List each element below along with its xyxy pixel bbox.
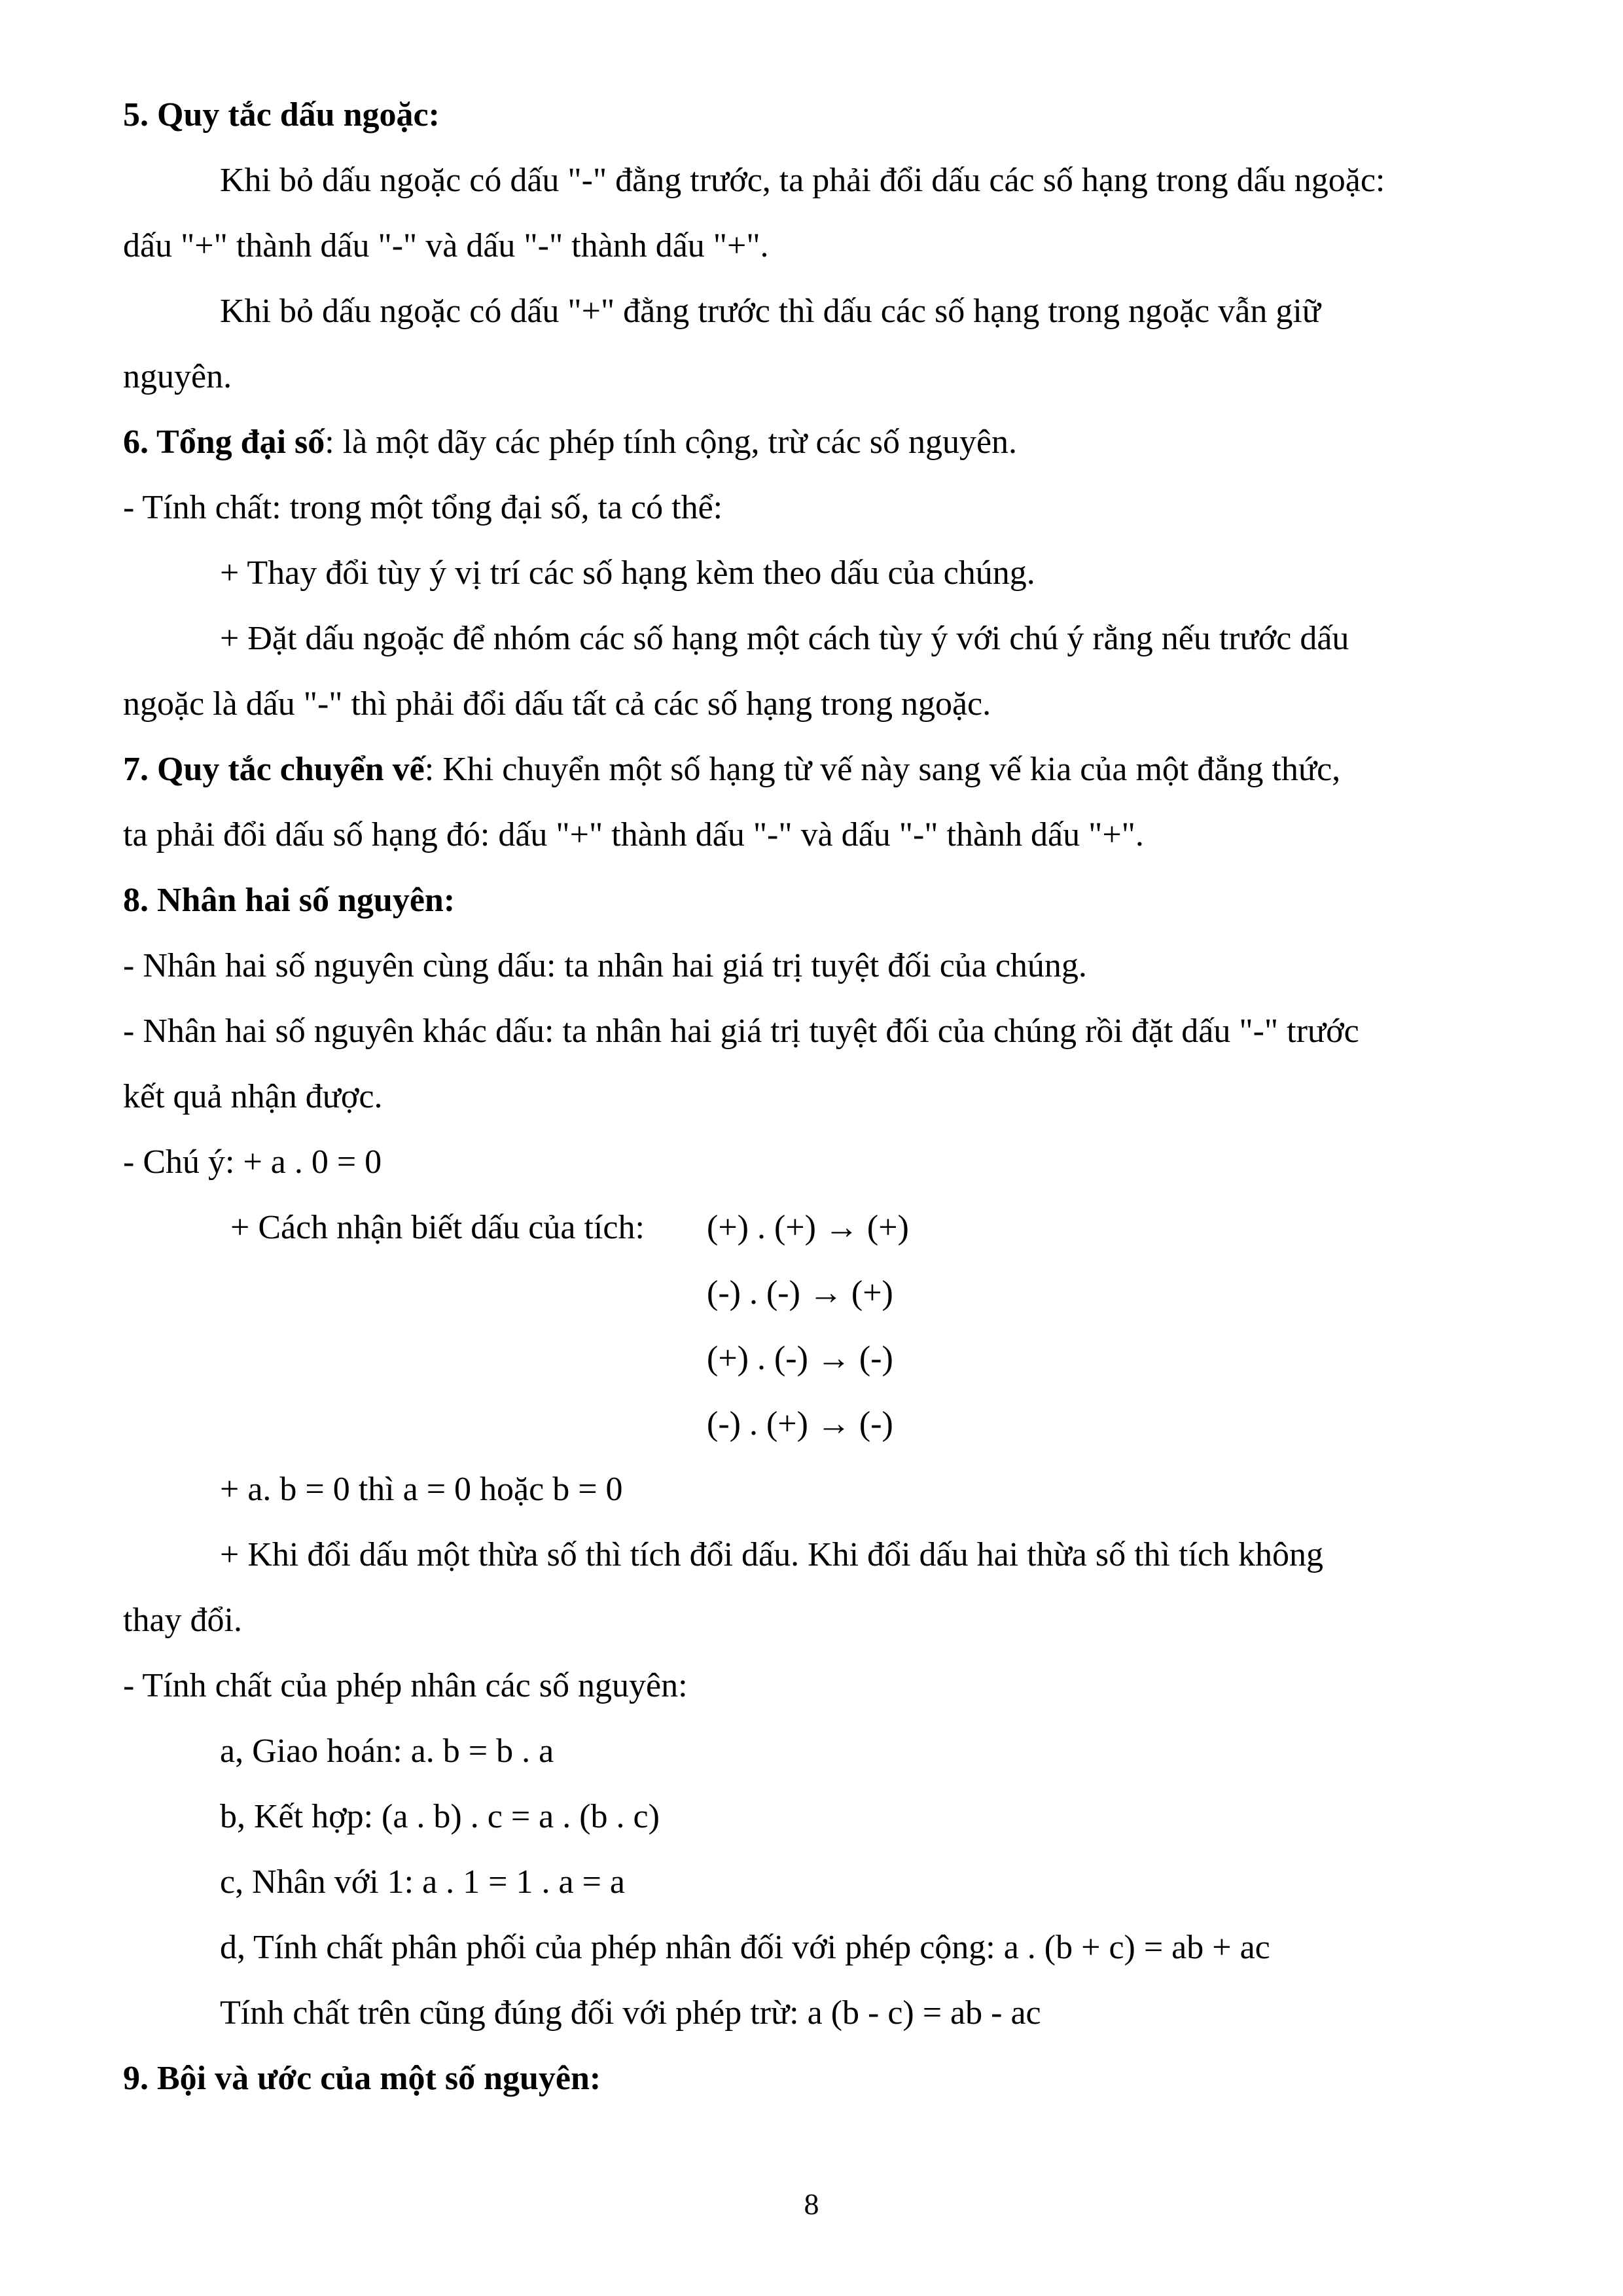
- section-5-line-3: Khi bỏ dấu ngoặc có dấu "+" đằng trước thì dấu các số hạng trong ngoặc vẫn giữ: [220, 293, 1321, 330]
- property-distributive: d, Tính chất phân phối của phép nhân đối với phép cộng: a . (b + c) = ab + ac: [220, 1929, 1270, 1966]
- property-commutative: a, Giao hoán: a. b = b . a: [220, 1732, 554, 1770]
- sign-rule-label: + Cách nhận biết dấu của tích:: [230, 1209, 645, 1246]
- property-distributive-subtraction: Tính chất trên cũng đúng đối với phép trừ: a (b - c) = ab - ac: [220, 1994, 1041, 2032]
- zero-product-rule: + a. b = 0 thì a = 0 hoặc b = 0: [220, 1471, 623, 1508]
- sign-rule-2: (-) . (-) → (+): [707, 1274, 893, 1312]
- section-5-line-2: dấu "+" thành dấu "-" và dấu "-" thành dấu "+".: [123, 227, 769, 264]
- section-6-title: 6. Tổng đại số: [123, 423, 325, 461]
- section-8-diff-sign-2: kết quả nhận được.: [123, 1078, 383, 1115]
- sign-rule-3: (+) . (-) → (-): [707, 1340, 893, 1377]
- section-8-same-sign: - Nhân hai số nguyên cùng dấu: ta nhân hai giá trị tuyệt đối của chúng.: [123, 947, 1087, 984]
- section-5-line-4: nguyên.: [123, 358, 232, 395]
- section-7-title: 7. Quy tắc chuyển vế: [123, 751, 425, 788]
- section-5-line-1: Khi bỏ dấu ngoặc có dấu "-" đằng trước, ta phải đổi dấu các số hạng trong dấu ngoặc:: [220, 162, 1385, 199]
- section-9-heading: 9. Bội và ước của một số nguyên:: [123, 2060, 601, 2097]
- section-7-line-2: ta phải đổi dấu số hạng đó: dấu "+" thành dấu "-" và dấu "-" thành dấu "+".: [123, 816, 1144, 853]
- section-8-heading: 8. Nhân hai số nguyên:: [123, 882, 455, 919]
- property-identity: c, Nhân với 1: a . 1 = 1 . a = a: [220, 1863, 625, 1901]
- sign-flip-line-2: thay đổi.: [123, 1602, 242, 1639]
- section-5-heading: 5. Quy tắc dấu ngoặc:: [123, 96, 440, 134]
- section-7-heading: [123, 749, 1340, 791]
- property-associative: b, Kết hợp: (a . b) . c = a . (b . c): [220, 1798, 660, 1835]
- page-number: 8: [804, 2187, 819, 2221]
- sign-rule-1: (+) . (+) → (+): [707, 1209, 909, 1246]
- section-7-line-1: : Khi chuyển một số hạng từ vế này sang vế kia của một đẳng thức,: [424, 751, 1341, 788]
- section-6-property-2b: ngoặc là dấu "-" thì phải đổi dấu tất cả các số hạng trong ngoặc.: [123, 685, 991, 723]
- sign-rule-4: (-) . (+) → (-): [707, 1405, 893, 1443]
- section-6-property-2a: + Đặt dấu ngoặc để nhóm các số hạng một cách tùy ý với chú ý rằng nếu trước dấu: [220, 620, 1349, 657]
- section-8-note: - Chú ý: + a . 0 = 0: [123, 1143, 382, 1181]
- section-6-definition: : là một dãy các phép tính cộng, trừ các số nguyên.: [325, 423, 1018, 461]
- section-6-heading: [123, 422, 1017, 463]
- section-6-property-1: + Thay đổi tùy ý vị trí các số hạng kèm theo dấu của chúng.: [220, 554, 1035, 592]
- section-6-property-intro: - Tính chất: trong một tổng đại số, ta có thể:: [123, 489, 723, 526]
- section-8-diff-sign-1: - Nhân hai số nguyên khác dấu: ta nhân hai giá trị tuyệt đối của chúng rồi đặt dấu "-" trước: [123, 1013, 1359, 1050]
- multiplication-properties-intro: - Tính chất của phép nhân các số nguyên:: [123, 1667, 688, 1704]
- sign-flip-line-1: + Khi đổi dấu một thừa số thì tích đổi dấu. Khi đổi dấu hai thừa số thì tích không: [220, 1536, 1323, 1573]
